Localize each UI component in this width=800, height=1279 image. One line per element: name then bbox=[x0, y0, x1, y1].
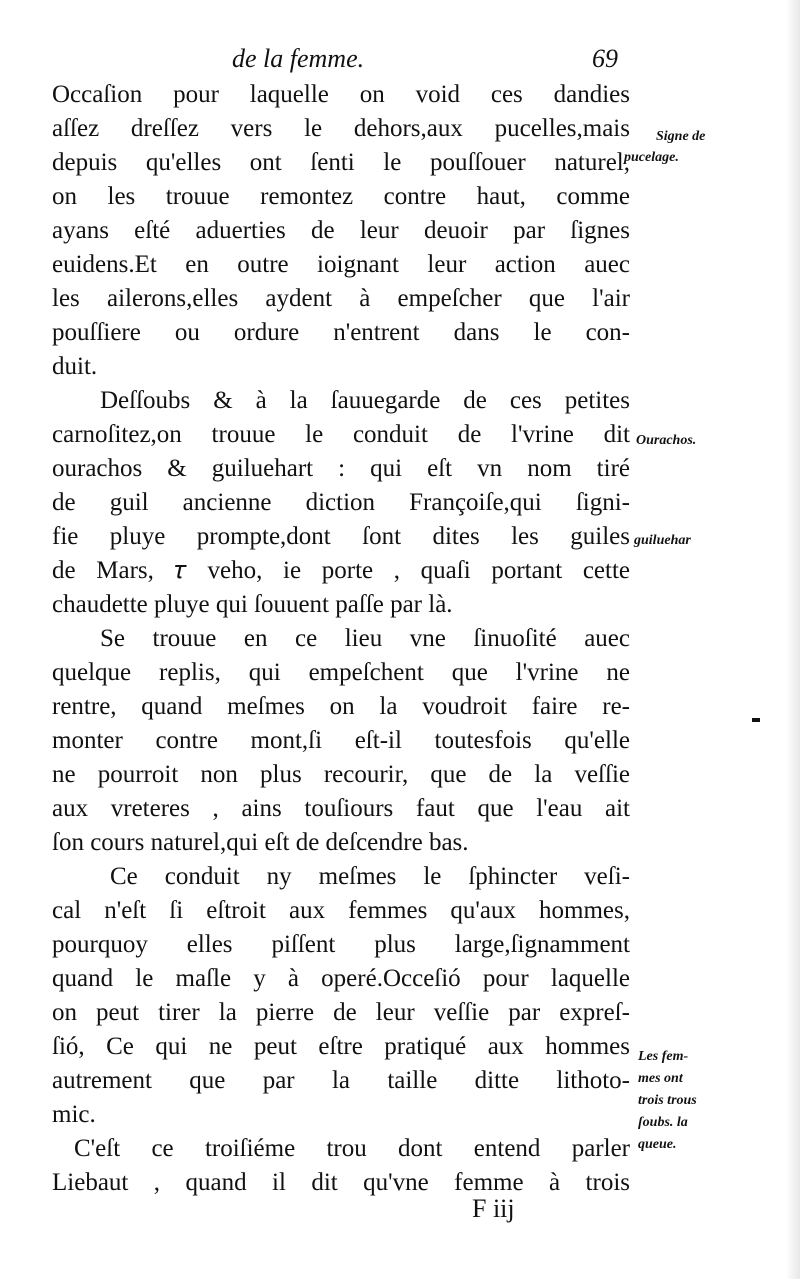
text-line: Occaſion pour laquelle on void ces dandies bbox=[52, 81, 630, 108]
text-line: mic. bbox=[52, 1101, 96, 1128]
text-line: de Mars, 𝜏 veho, ie porte , quaſi portant cette bbox=[52, 557, 630, 584]
page-number: 69 bbox=[592, 44, 618, 73]
margin-note-signe-de-pucelage bbox=[624, 126, 706, 168]
text-line: fie pluye prompte,dont ſont dites les guiles bbox=[52, 523, 630, 550]
text-line: euidens.Et en outre ioignant leur action auec bbox=[52, 251, 630, 278]
body-text bbox=[52, 78, 630, 1200]
text-line: Deſſoubs & à la ſauuegarde de ces petites bbox=[100, 387, 630, 414]
text-line: chaudette pluye qui ſouuent paſſe par là. bbox=[52, 591, 453, 618]
text-line: rentre, quand meſmes on la voudroit faire re- bbox=[52, 693, 630, 720]
text-line: ourachos & guiluehart : qui eſt vn nom tiré bbox=[52, 455, 630, 482]
margin-note-line: pucelage. bbox=[624, 150, 679, 165]
text-line: les ailerons,elles aydent à empeſcher que l'air bbox=[52, 285, 630, 312]
text-line: ſon cours naturel,qui eſt de deſcendre bas. bbox=[52, 829, 469, 856]
text-line: cal n'eſt ſi eſtroit aux femmes qu'aux hommes, bbox=[52, 897, 630, 924]
margin-note-line: trois trous bbox=[638, 1093, 697, 1108]
text-line: duit. bbox=[52, 353, 98, 380]
text-line: carnoſitez,on trouue le conduit de l'vrine dit bbox=[52, 421, 630, 448]
page-edge-shadow bbox=[786, 0, 800, 1279]
paragraph bbox=[52, 1132, 630, 1200]
text-line: quand le maſle y à operé.Occeſió pour laquelle bbox=[52, 965, 630, 992]
margin-note-line: ſoubs. la bbox=[638, 1115, 688, 1130]
signature-mark: F iij bbox=[472, 1194, 515, 1223]
running-title: de la femme. bbox=[232, 44, 365, 73]
ink-mark bbox=[752, 718, 760, 722]
margin-note-ourachos bbox=[636, 430, 696, 451]
text-line: aſſez dreſſez vers le dehors,aux pucelles,mais bbox=[52, 115, 630, 142]
paragraph bbox=[52, 860, 630, 1132]
text-line: ne pourroit non plus recourir, que de la veſſie bbox=[52, 761, 630, 788]
text-line: aux vreteres , ains touſiours faut que l'eau ait bbox=[52, 795, 630, 822]
margin-note-les-femmes bbox=[638, 1046, 697, 1156]
text-line: ayans eſté aduerties de leur deuoir par ſignes bbox=[52, 217, 630, 244]
text-line: de guil ancienne diction Françoiſe,qui ſigni- bbox=[52, 489, 630, 516]
text-line: Se trouue en ce lieu vne ſinuoſité auec bbox=[100, 625, 630, 652]
text-line: on peut tirer la pierre de leur veſſie par expreſ- bbox=[52, 999, 630, 1026]
margin-note-line: Signe de bbox=[656, 129, 706, 144]
text-line: quelque replis, qui empeſchent que l'vrine ne bbox=[52, 659, 630, 686]
margin-note-guiluehar bbox=[634, 530, 691, 551]
text-line: C'eſt ce troiſiéme trou dont entend parler bbox=[74, 1135, 630, 1162]
text-line: autrement que par la taille ditte lithoto- bbox=[52, 1067, 630, 1094]
margin-note-line: mes ont bbox=[638, 1071, 683, 1086]
paragraph bbox=[52, 622, 630, 860]
text-line: Ce conduit ny meſmes le ſphincter veſi- bbox=[110, 863, 630, 890]
margin-note-line: queue. bbox=[638, 1137, 677, 1152]
text-line: pouſſiere ou ordure n'entrent dans le con- bbox=[52, 319, 630, 346]
margin-note-line: Ourachos. bbox=[636, 433, 697, 448]
paragraph bbox=[52, 384, 630, 622]
text-line: Liebaut , quand il dit qu'vne femme à trois bbox=[52, 1169, 630, 1196]
text-line: pourquoy elles piſſent plus large,ſignamment bbox=[52, 931, 630, 958]
text-line: depuis qu'elles ont ſenti le pouſſouer naturel, bbox=[52, 149, 630, 176]
page-header bbox=[0, 38, 800, 78]
text-line: ſió, Ce qui ne peut eſtre pratiqué aux hommes bbox=[52, 1033, 630, 1060]
text-line: on les trouue remontez contre haut, comme bbox=[52, 183, 630, 210]
paragraph bbox=[52, 78, 630, 384]
margin-note-line: guiluehar bbox=[634, 533, 691, 548]
margin-note-line: Les fem- bbox=[638, 1049, 689, 1064]
text-line: monter contre mont,ſi eſt-il toutesfois qu'elle bbox=[52, 727, 630, 754]
